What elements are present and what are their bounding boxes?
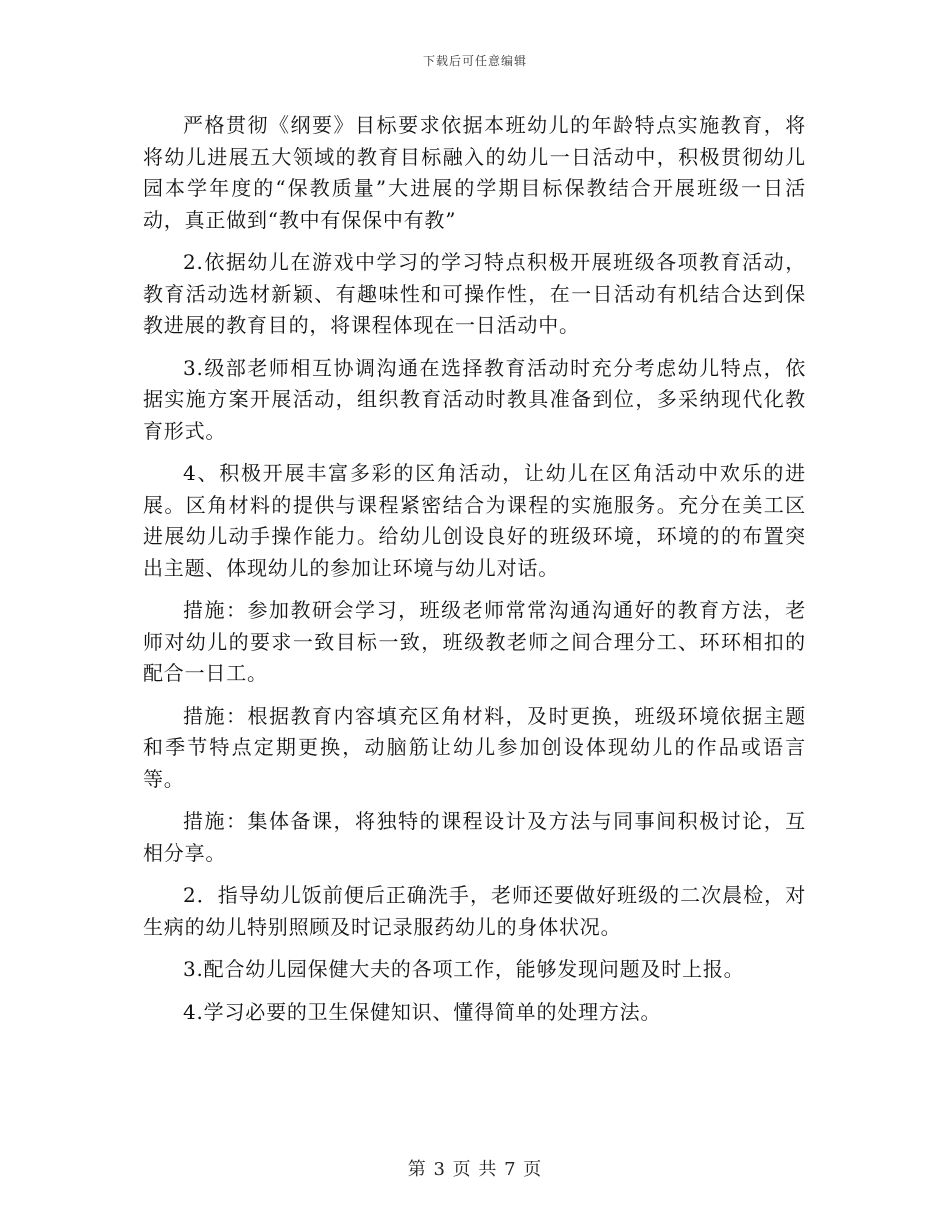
paragraph-4: 4、积极开展丰富多彩的区角活动，让幼儿在区角活动中欢乐的进展。区角材料的提供与课程紧密结合为课程的实施服务。充分在美工区进展幼儿动手操作能力。给幼儿创设良好的班级环境，环境的的布置突出主题、体现幼儿的参加让环境与幼儿对话。 (143, 461, 806, 580)
paragraph-6: 措施：根据教育内容填充区角材料，及时更换，班级环境依据主题和季节特点定期更换，动脑筋让幼儿参加创设体现幼儿的作品或语言等。 (143, 703, 806, 791)
page-header: 下载后可任意编辑 (422, 54, 527, 68)
paragraph-3: 3.级部老师相互协调沟通在选择教育活动时充分考虑幼儿特点，依据实施方案开展活动，组织教育活动时教具准备到位，多采纳现代化教育形式。 (143, 355, 806, 443)
paragraph-2: 2.依据幼儿在游戏中学习的学习特点积极开展班级各项教育活动，教育活动选材新颖、有趣味性和可操作性，在一日活动有机结合达到保教进展的教育目的，将课程体现在一日活动中。 (143, 250, 806, 337)
paragraph-10: 4.学习必要的卫生保健知识、懂得简单的处理方法。 (183, 999, 662, 1024)
paragraph-1: 严格贯彻《纲要》目标要求依据本班幼儿的年龄特点实施教育，将将幼儿进展五大领域的教育目标融入的幼儿一日活动中，积极贯彻幼儿园本学年度的“保教质量”大进展的学期目标保教结合开展班级一日活动，真正做到“教中有保保中有教” (143, 113, 806, 232)
paragraph-9: 3.配合幼儿园保健大夫的各项工作，能够发现问题及时上报。 (183, 957, 745, 981)
page-number: 第 3 页 共 7 页 (407, 1159, 543, 1180)
document-body (143, 110, 806, 1039)
paragraph-8: 2．指导幼儿饭前便后正确洗手，老师还要做好班级的二次晨检，对生病的幼儿特别照顾及时记录服药幼儿的身体状况。 (143, 883, 806, 939)
paragraph-5: 措施：参加教研会学习，班级老师常常沟通沟通好的教育方法，老师对幼儿的要求一致目标一致，班级教老师之间合理分工、环环相扣的配合一日工。 (143, 598, 806, 685)
paragraph-7: 措施：集体备课，将独特的课程设计及方法与同事间积极讨论，互相分享。 (143, 809, 806, 865)
